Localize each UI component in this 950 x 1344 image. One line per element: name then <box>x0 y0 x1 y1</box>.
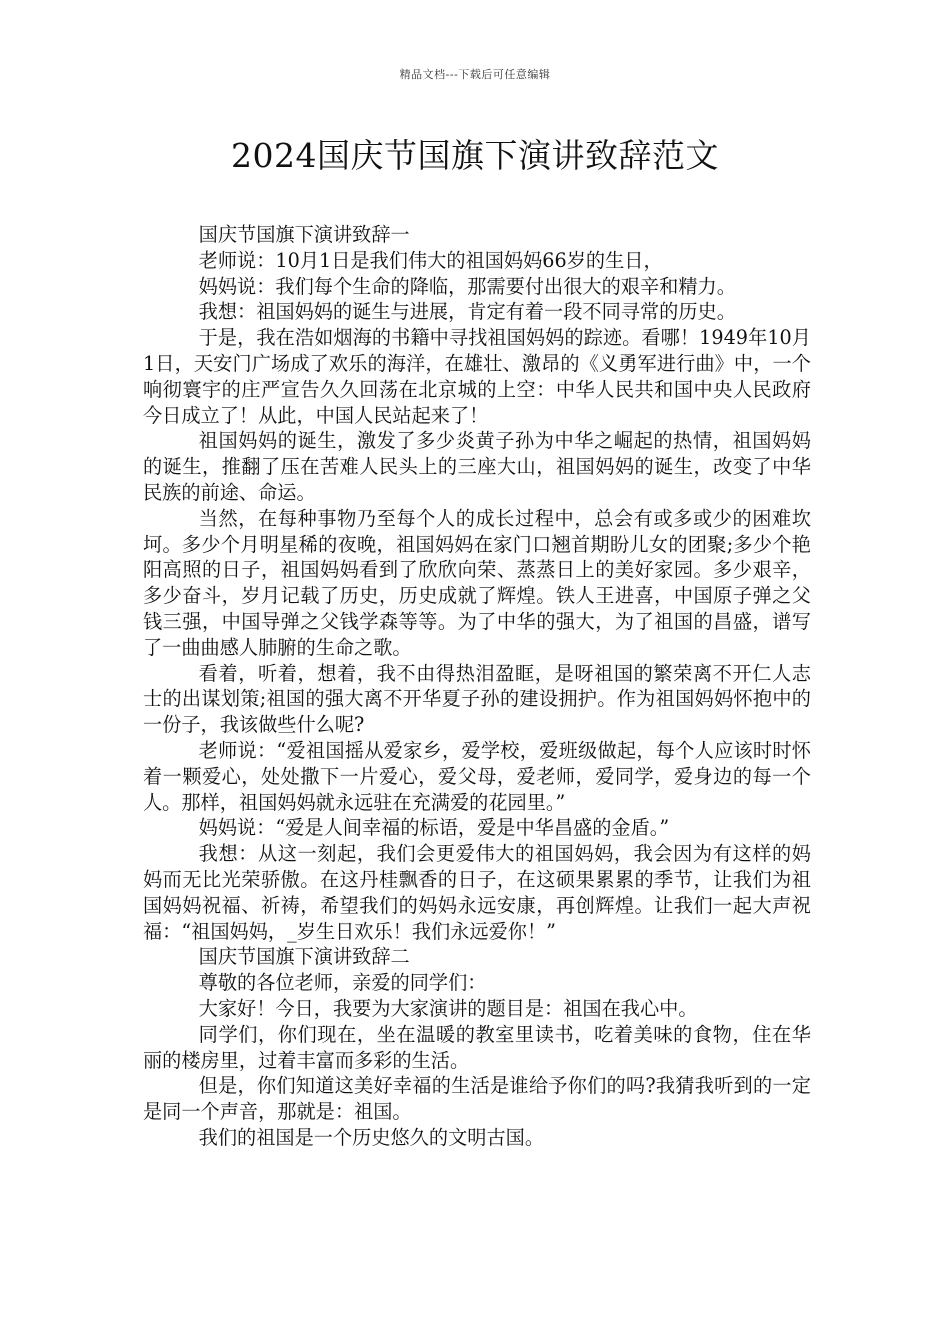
salutation: 尊敬的各位老师，亲爱的同学们： <box>198 971 487 995</box>
paragraph: 我想：祖国妈妈的诞生与进展，肯定有着一段不同寻常的历史。 <box>198 300 736 324</box>
paragraph: 大家好！今日，我要为大家演讲的题目是：祖国在我心中。 <box>198 996 698 1020</box>
paragraph: 祖国妈妈的诞生，激发了多少炎黄子孙为中华之崛起的热情，祖国妈妈的诞生，推翻了压在苦难人民头上的三座大山，祖国妈妈的诞生，改变了中华民族的前途、命运。 <box>143 429 811 504</box>
paragraph: 当然，在每种事物乃至每个人的成长过程中，总会有或多或少的困难坎坷。多少个月明星稀的夜晚，祖国妈妈在家门口翘首期盼儿女的团聚;多少个艳阳高照的日子，祖国妈妈看到了欣欣向荣、蒸蒸日上的美好家园。多少艰辛，多少奋斗，岁月记载了历史，历史成就了辉煌。铁人王进喜，中国原子弹之父钱三强，中国导弹之父钱学森等等。为了中华的强大，为了祖国的昌盛，谱写了一曲曲感人肺腑的生命之歌。 <box>143 506 811 659</box>
document-title: 2024国庆节国旗下演讲致辞范文 <box>231 136 719 175</box>
section-heading-1: 国庆节国旗下演讲致辞一 <box>198 223 410 246</box>
paragraph: 妈妈说：我们每个生命的降临，那需要付出很大的艰辛和精力。 <box>198 274 736 298</box>
paragraph: 于是，我在浩如烟海的书籍中寻找祖国妈妈的踪迹。看哪！1949年10月1日，天安门广场成了欢乐的海洋，在雄壮、激昂的《义勇军进行曲》中，一个响彻寰宇的庄严宣告久久回荡在北京城的上空：中华人民共和国中央人民政府今日成立了！从此，中国人民站起来了！ <box>143 326 811 427</box>
paragraph: 看着，听着，想着，我不由得热泪盈眶，是呀祖国的繁荣离不开仁人志士的出谋划策;祖国的强大离不开华夏子孙的建设拥护。作为祖国妈妈怀抱中的一份子，我该做些什么呢? <box>143 661 811 737</box>
paragraph: 我想：从这一刻起，我们会更爱伟大的祖国妈妈，我会因为有这样的妈妈而无比光荣骄傲。在这丹桂飘香的日子，在这硕果累累的季节，让我们为祖国妈妈祝福、祈祷，希望我们的妈妈永远安康，再创辉煌。让我们一起大声祝福：“祖国妈妈，_岁生日欢乐！我们永远爱你！” <box>143 842 811 943</box>
header-note: 精品文档---下载后可任意编辑 <box>399 68 551 81</box>
document-body <box>143 222 811 1151</box>
paragraph: 老师说：“爱祖国摇从爱家乡，爱学校，爱班级做起，每个人应该时时怀着一颗爱心，处处撒下一片爱心，爱父母，爱老师，爱同学，爱身边的每一个人。那样，祖国妈妈就永远驻在充满爱的花园里。” <box>143 738 811 814</box>
paragraph: 但是，你们知道这美好幸福的生活是谁给予你们的吗?我猜我听到的一定是同一个声音，那就是：祖国。 <box>143 1074 811 1124</box>
paragraph: 我们的祖国是一个历史悠久的文明古国。 <box>198 1125 545 1149</box>
paragraph: 老师说：10月1日是我们伟大的祖国妈妈66岁的生日， <box>198 248 663 272</box>
paragraph: 妈妈说：“爱是人间幸福的标语，爱是中华昌盛的金盾。” <box>198 816 670 840</box>
paragraph: 同学们，你们现在，坐在温暖的教室里读书，吃着美味的食物，住在华丽的楼房里，过着丰富而多彩的生活。 <box>143 1022 811 1072</box>
section-heading-2: 国庆节国旗下演讲致辞二 <box>198 945 410 969</box>
